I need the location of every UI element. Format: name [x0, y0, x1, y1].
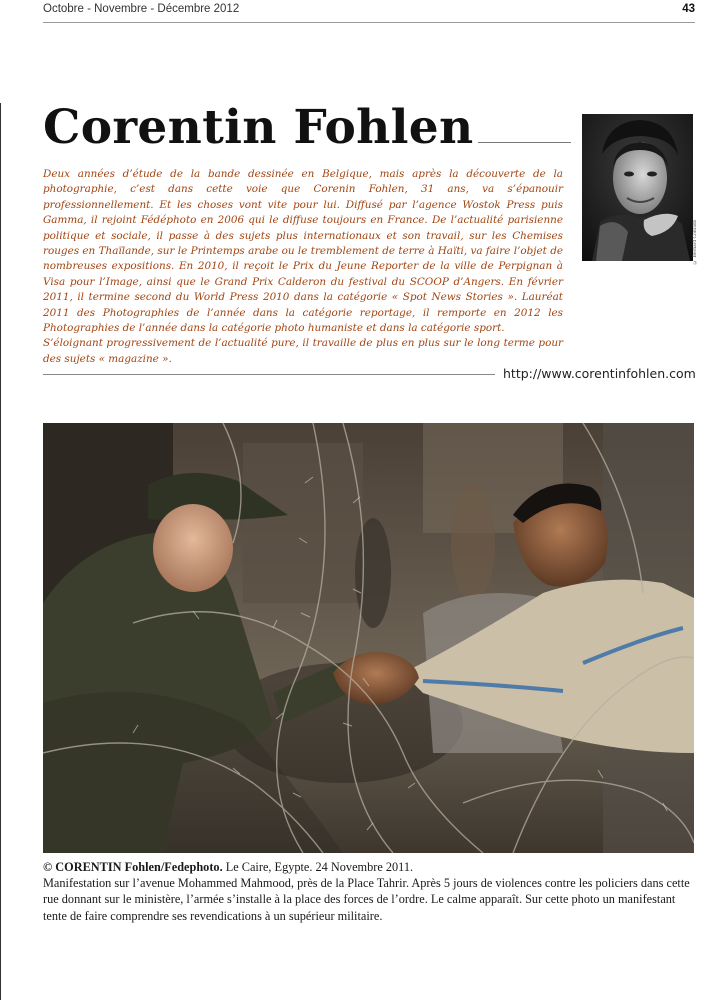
left-margin-rule [0, 103, 1, 1000]
photo-location-date: Le Caire, Egypte. 24 Novembre 2011. [222, 860, 414, 874]
article-title: Corentin Fohlen [43, 100, 474, 155]
issue-date: Octobre - Novembre - Décembre 2012 [43, 3, 240, 15]
portrait-credit: © Bernard Conrado [692, 219, 698, 265]
photo-description: Manifestation sur l’avenue Mohammed Mahmood, près de la Place Tahrir. Après 5 jours de violences contre les policiers dans cette rue donnant sur le ministère, l’armée s’installe à la place des forces de l’ordre. Le calme apparaît. Sur cette photo un manifestant tente de faire comprendre ses revendications à un supérieur militaire. [43, 876, 690, 923]
portrait-photo [582, 114, 693, 261]
bio-paragraph-1: Deux années d’étude de la bande dessinée en Belgique, mais après la découverte de la photographie, c’est dans cette voie que Corenin Fohlen, 31 ans, va s’épanouir professionnellement. Et les choses vont vite pour lui. Diffusé par l’agence Wostok Press puis Gamma, il rejoint Fédéphoto en 2006 qui le diffuse toujours en France. De l’actualité parisienne politique et sociale, il passe à des sujets plus internationaux et son travail, sur les Chemises rouges en Thaïlande, sur le Printemps arabe ou le tremblement de terre à Haïti, va faire l’objet de nombreuses expositions. En 2010, il reçoit le Prix du Jeune Reporter de la ville de Perpignan à Visa pour l’Image, ainsi que le Grand Prix Calderon du festival du SCOOP d’Angers. En février 2011, il termine second du World Press 2010 dans la catégorie « Spot News Stories ». Lauréat 2011 des Photographies de l’année dans la catégorie reportage, il remporte en 2012 les Photographies de l’année dans la catégorie photo humaniste et dans la catégorie sport. [43, 168, 563, 335]
page-header [43, 0, 695, 23]
bio-paragraph-2: S’éloignant progressivement de l’actualité pure, il travaille de plus en plus sur le long terme pour des sujets « magazine ». [43, 337, 563, 365]
bio-text [43, 167, 563, 367]
cairo-photo-illustration [43, 423, 694, 853]
photo-caption [43, 859, 695, 924]
page-number: 43 [682, 3, 695, 15]
title-rule [478, 142, 571, 143]
website-link[interactable]: http://www.corentinfohlen.com [503, 366, 696, 381]
photo-credit: © CORENTIN Fohlen/Fedephoto. [43, 860, 223, 874]
portrait-illustration [582, 114, 693, 261]
bio-rule [43, 374, 495, 375]
main-photo [43, 423, 694, 853]
